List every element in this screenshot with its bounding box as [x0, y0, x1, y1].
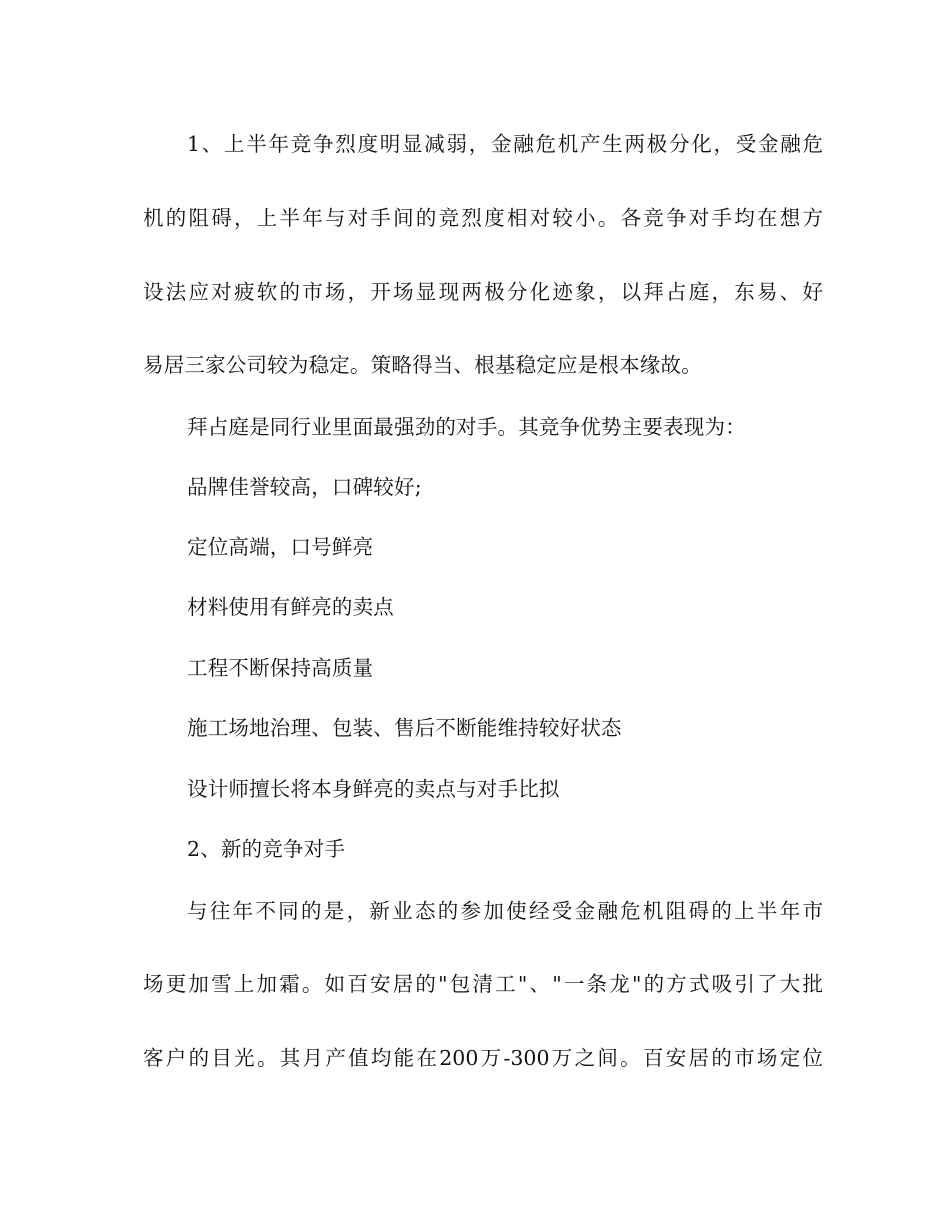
- paragraph-2-line-3: 客户的目光。其月产值均能在200万-300万之间。百安居的市场定位: [143, 1046, 823, 1070]
- paragraph-1-line-2: 机的阻碍，上半年与对手间的竞烈度相对较小。各竞争对手均在想方: [143, 206, 823, 230]
- advantage-item-4: 工程不断保持高质量: [187, 656, 374, 680]
- paragraph-1-line-4: 易居三家公司较为稳定。策略得当、根基稳定应是根本缘故。: [143, 353, 702, 377]
- paragraph-2-line-2: 场更加雪上加霜。如百安居的"包清工"、"一条龙"的方式吸引了大批: [143, 972, 823, 996]
- paragraph-1-line-1: 1、上半年竞争烈度明显减弱，金融危机产生两极分化，受金融危: [187, 132, 823, 156]
- advantage-item-3: 材料使用有鲜亮的卖点: [187, 595, 394, 619]
- paragraph-1-line-3: 设法应对疲软的市场，开场显现两极分化迹象，以拜占庭，东易、好: [143, 280, 823, 304]
- advantage-item-5: 施工场地治理、包装、售后不断能维持较好状态: [187, 716, 622, 740]
- paragraph-2-line-1: 与往年不同的是，新业态的参加使经受金融危机阻碍的上半年市: [187, 899, 823, 923]
- advantage-item-6: 设计师擅长将本身鲜亮的卖点与对手比拟: [187, 777, 560, 801]
- advantage-item-1: 品牌佳誉较高，口碑较好;: [187, 475, 422, 499]
- section-2-heading: 2、新的竞争对手: [187, 837, 346, 861]
- competitor-intro: 拜占庭是同行业里面最强劲的对手。其竞争优势主要表现为：: [187, 415, 746, 439]
- advantage-item-2: 定位高端，口号鲜亮: [187, 535, 374, 559]
